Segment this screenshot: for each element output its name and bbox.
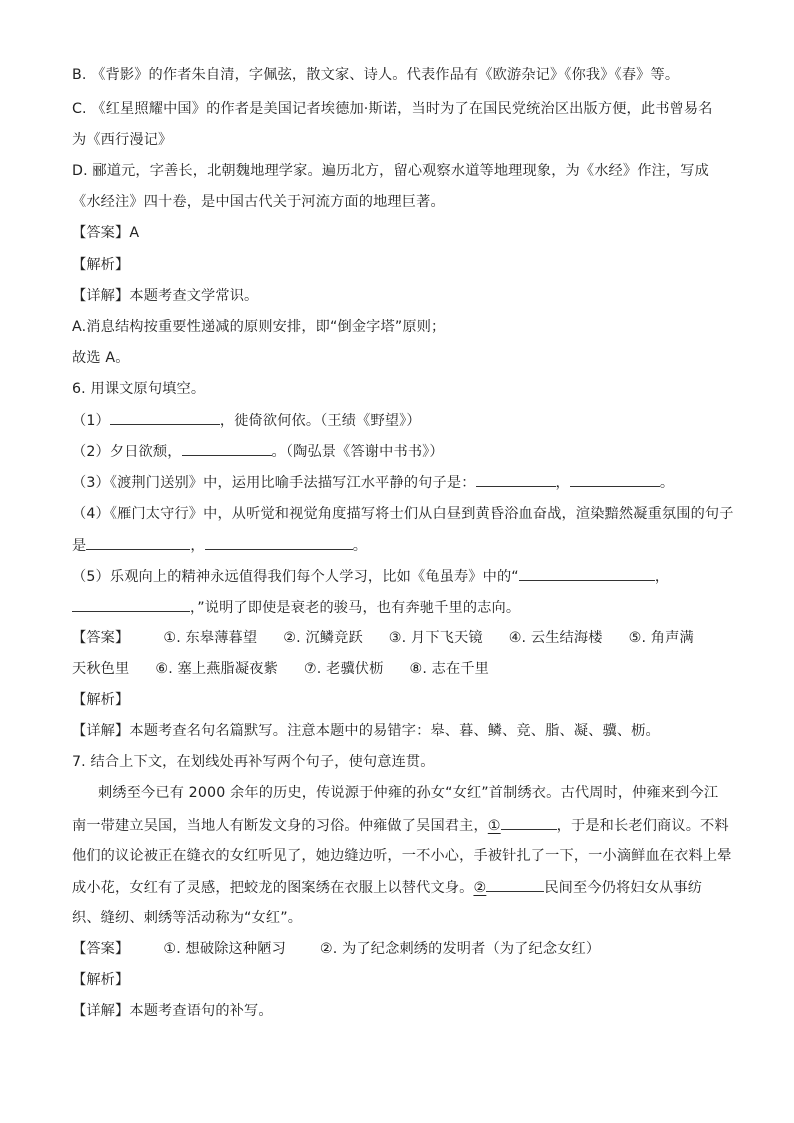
fill-blank[interactable] bbox=[476, 472, 556, 487]
fill-blank[interactable] bbox=[205, 535, 353, 550]
choose-a: 故选 A。 bbox=[72, 350, 130, 366]
q6-3-suffix: 。 bbox=[659, 475, 675, 491]
answer-6-item: ⑦. 老骥伏枥 bbox=[303, 661, 384, 677]
q7-2-prefix: 南一带建立吴国，当地人有断发文身的习俗。仲雍做了吴国君主， bbox=[72, 818, 488, 834]
fill-blank[interactable] bbox=[486, 877, 544, 892]
answer-7-item: ②. 为了纪念刺绣的发明者（为了纪念女红） bbox=[319, 941, 601, 957]
fill-blank[interactable] bbox=[501, 815, 557, 830]
option-c-line2: 为《西行漫记》 bbox=[72, 132, 173, 148]
answer-6-item: ②. 沉鳞竞跃 bbox=[283, 630, 363, 646]
answer-6-item: ①. 东皋薄暮望 bbox=[163, 630, 258, 646]
answer-7 bbox=[72, 939, 600, 959]
q6-1-suffix: ，徙倚欲何依。（王绩《野望》） bbox=[219, 413, 421, 429]
question-6-item-3 bbox=[72, 472, 674, 493]
answer-6-row1 bbox=[72, 628, 694, 648]
answer-6-item: ④. 云生结海楼 bbox=[508, 630, 603, 646]
option-b: B. 《背影》的作者朱自清，字佩弦，散文家、诗人。代表作品有《欧游杂记》《你我》《春》等。 bbox=[72, 67, 680, 83]
q6-3-prefix: （3）《渡荆门送别》中，运用比喻手法描写江水平静的句子是： bbox=[72, 475, 476, 491]
answer-6-item: ⑤. 角声满 bbox=[628, 630, 694, 646]
detail-5: 【详解】本题考查文学常识。 bbox=[72, 288, 259, 304]
question-6-item-2 bbox=[72, 441, 444, 462]
fill-blank[interactable] bbox=[110, 410, 220, 425]
q6-1-prefix: （1） bbox=[72, 413, 110, 429]
fill-blank[interactable] bbox=[182, 441, 272, 456]
answer-6-item: ③. 月下飞天镜 bbox=[388, 630, 483, 646]
q7-2-suffix: ，于是和长老们商议。不料 bbox=[556, 818, 729, 834]
question-6-title: 6. 用课文原句填空。 bbox=[72, 381, 206, 397]
q6-5-prefix: （5）乐观向上的精神永远值得我们每个人学习，比如《龟虽寿》中的“ bbox=[72, 569, 519, 585]
option-d-line1: D. 郦道元，字善长，北朝魏地理学家。遍历北方，留心观察水道等地理现象，为《水经》作注，写成 bbox=[72, 163, 709, 179]
answer-6-continued: 天秋色里 bbox=[72, 661, 130, 677]
option-d-line2: 《水经注》四十卷，是中国古代关于河流方面的地理巨著。 bbox=[72, 194, 445, 210]
question-6-item-5-line1 bbox=[72, 566, 669, 587]
detail-6: 【详解】本题考查名句名篇默写。注意本题中的易错字：皋、暮、鳞、竞、脂、凝、骥、枥。 bbox=[72, 723, 660, 739]
blank-marker-2: ② bbox=[473, 880, 487, 896]
q6-3-comma: ， bbox=[555, 475, 570, 491]
fill-blank[interactable] bbox=[519, 566, 655, 581]
q7-4-prefix: 成小花，女红有了灵感，把蛟龙的图案绣在衣服上以替代文身。 bbox=[72, 880, 474, 896]
question-6-item-1 bbox=[72, 410, 421, 431]
q6-4-prefix: 是 bbox=[72, 538, 87, 554]
question-7-para-line5: 织、缝纫、刺绣等活动称为“女红”。 bbox=[72, 910, 303, 926]
question-7-para-line3: 他们的议论被正在缝衣的女红听见了，她边缝边听，一不小心，手被针扎了一下，一小滴鲜血在衣料上晕 bbox=[72, 848, 732, 864]
analysis-6: 【解析】 bbox=[72, 692, 130, 708]
fill-blank[interactable] bbox=[86, 535, 190, 550]
answer-7-item: ①. 想破除这种陋习 bbox=[163, 941, 286, 957]
blank-marker-1: ① bbox=[487, 818, 501, 834]
option-c-line1: C. 《红星照耀中国》的作者是美国记者埃德加·斯诺，当时为了在国民党统治区出版方便，此书曾易名 bbox=[72, 101, 713, 117]
question-6-item-4-line2 bbox=[72, 535, 367, 556]
question-6-item-5-line2 bbox=[72, 597, 520, 618]
question-7-title: 7. 结合上下文，在划线处再补写两个句子，使句意连贯。 bbox=[72, 754, 435, 770]
answer-5: 【答案】A bbox=[72, 225, 140, 241]
analysis-5: 【解析】 bbox=[72, 257, 130, 273]
fill-blank[interactable] bbox=[72, 597, 190, 612]
answer-6-row2 bbox=[72, 659, 489, 679]
question-7-para-line2 bbox=[72, 815, 729, 836]
question-7-para-line4 bbox=[72, 877, 702, 898]
answer-7-label: 【答案】 bbox=[72, 941, 130, 957]
q6-5-suffix: ，”说明了即使是衰老的骏马，也有奔驰千里的志向。 bbox=[190, 600, 521, 616]
q6-5-comma: ， bbox=[654, 569, 670, 585]
q6-4-suffix: 。 bbox=[352, 538, 368, 554]
answer-6-item: ⑥. 塞上燕脂凝夜紫 bbox=[155, 661, 278, 677]
q7-4-suffix: 民间至今仍将妇女从事纺 bbox=[544, 880, 703, 896]
fill-blank[interactable] bbox=[570, 472, 660, 487]
analysis-7: 【解析】 bbox=[72, 972, 130, 988]
question-6-item-4-line1: （4）《雁门太守行》中，从听觉和视觉角度描写将士们从白昼到黄昏浴血奋战，渲染黯然凝重氛围的句子 bbox=[72, 506, 734, 522]
q6-2-prefix: （2）夕日欲颓， bbox=[72, 444, 182, 460]
q6-2-suffix: 。（陶弘景《答谢中书书》） bbox=[271, 444, 444, 460]
detail-7: 【详解】本题考查语句的补写。 bbox=[72, 1003, 273, 1019]
detail-5-a: A.消息结构按重要性递减的原则安排，即“倒金字塔”原则； bbox=[72, 319, 446, 335]
question-7-para-line1: 刺绣至今已有 2000 余年的历史，传说源于仲雍的孙女“女红”首制绣衣。古代周时，仲雍来到今江 bbox=[98, 785, 719, 801]
q6-4-comma: ， bbox=[190, 538, 205, 554]
answer-6-label: 【答案】 bbox=[72, 630, 130, 646]
answer-6-item: ⑧. 志在千里 bbox=[409, 661, 490, 677]
